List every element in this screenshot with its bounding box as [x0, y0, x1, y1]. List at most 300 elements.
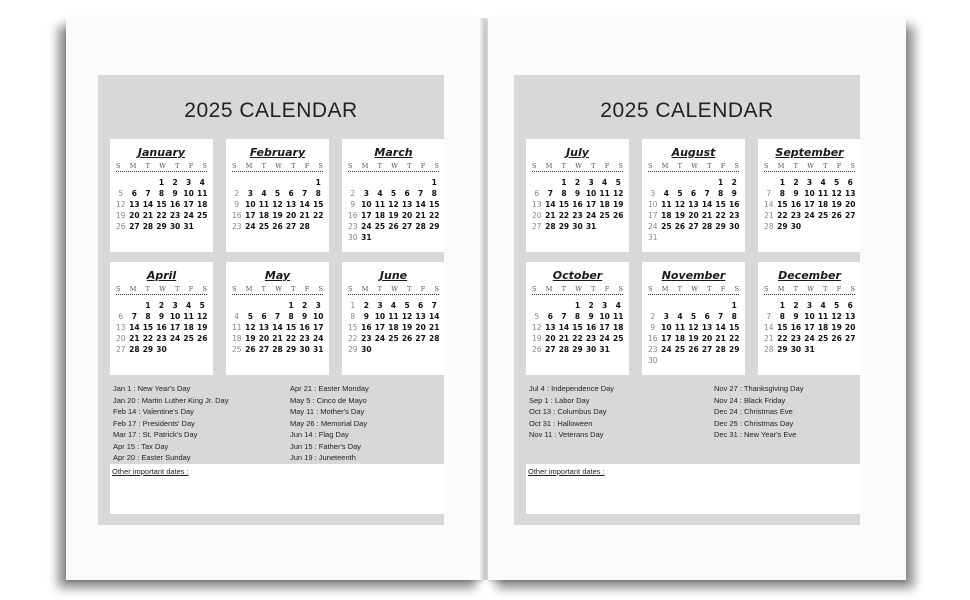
weekday-label: M: [361, 162, 369, 170]
day-cell: 17: [361, 211, 372, 220]
day-cell: 26: [831, 334, 842, 343]
dotted-divider: [764, 171, 855, 172]
month-july: [526, 139, 629, 252]
day-cell: 20: [401, 211, 413, 220]
empty-cell: [762, 177, 776, 188]
day-cell: 26: [116, 222, 126, 231]
day-cell: 13: [258, 323, 270, 332]
day-cell: 15: [777, 200, 788, 209]
day-cell: 3: [806, 178, 813, 187]
day-cell: 12: [272, 200, 283, 209]
weekday-label: M: [777, 285, 785, 293]
empty-cell: [700, 177, 714, 188]
day-cell: 22: [285, 334, 297, 343]
day-cell: 26: [245, 345, 256, 354]
day-cell: 11: [817, 312, 829, 321]
day-cell: 5: [199, 301, 205, 310]
day-cell: 18: [258, 211, 270, 220]
weekday-label: S: [618, 162, 623, 170]
weekday-header: [642, 285, 745, 293]
day-cell: 7: [431, 301, 437, 310]
day-cell: 15: [558, 200, 570, 209]
day-cell: 11: [196, 189, 208, 198]
day-cell: 31: [599, 345, 610, 354]
day-cell: 7: [766, 189, 772, 198]
weekday-label: M: [661, 162, 669, 170]
day-cell: 28: [764, 222, 774, 231]
day-cell: 5: [404, 301, 410, 310]
day-cell: 15: [285, 323, 297, 332]
weekday-label: S: [232, 162, 237, 170]
day-cell: 26: [388, 222, 399, 231]
day-cell: 21: [272, 334, 283, 343]
day-cell: 8: [145, 312, 151, 321]
weekday-header: [226, 162, 329, 170]
empty-cell: [244, 300, 258, 311]
day-cell: 7: [704, 189, 710, 198]
holiday-entry: Nov 27 : Thanksgiving Day: [714, 384, 804, 393]
weekday-label: F: [304, 162, 310, 170]
day-cell: 20: [415, 323, 426, 332]
weekday-header: [110, 162, 213, 170]
day-cell: 18: [196, 200, 208, 209]
day-cell: 7: [547, 189, 553, 198]
weekday-label: S: [850, 162, 855, 170]
day-cell: 28: [428, 334, 440, 343]
weekday-label: T: [377, 162, 382, 170]
day-cell: 8: [574, 312, 581, 321]
weekday-label: S: [318, 285, 323, 293]
day-cell: 22: [777, 211, 788, 220]
empty-cell: [544, 300, 558, 311]
day-cell: 9: [158, 312, 165, 321]
day-cell: 29: [428, 222, 440, 231]
month-name: February: [249, 146, 306, 159]
day-cell: 30: [648, 356, 658, 365]
day-cell: 1: [779, 178, 785, 187]
weekday-label: S: [734, 162, 739, 170]
empty-cell: [687, 300, 701, 311]
day-cell: 2: [363, 301, 369, 310]
weekday-label: T: [175, 162, 180, 170]
weekday-header: [342, 162, 445, 170]
day-cell: 12: [401, 312, 413, 321]
holiday-entry: Apr 21 : Easter Monday: [290, 384, 369, 393]
holiday-entry: Sep 1 : Labor Day: [529, 395, 590, 405]
day-cell: 13: [129, 200, 140, 209]
day-cell: 14: [415, 200, 426, 209]
day-cell: 18: [183, 323, 194, 332]
day-cell: 31: [312, 345, 324, 354]
day-cell: 23: [728, 211, 740, 220]
day-cell: 25: [661, 222, 672, 231]
day-cell: 13: [688, 200, 699, 209]
weekday-label: F: [420, 162, 426, 170]
empty-cell: [714, 300, 728, 311]
day-cell: 4: [663, 189, 669, 198]
holiday-column-2: [714, 383, 884, 441]
day-cell: 12: [116, 200, 126, 209]
day-cell: 30: [790, 345, 802, 354]
weekday-label: W: [275, 285, 282, 293]
weekday-label: T: [677, 162, 682, 170]
day-cell: 15: [572, 323, 583, 332]
day-grid: [346, 300, 441, 355]
day-cell: 5: [534, 312, 540, 321]
month-april: [110, 262, 213, 375]
day-cell: 28: [545, 222, 556, 231]
empty-cell: [660, 177, 674, 188]
day-cell: 27: [116, 345, 126, 354]
day-cell: 4: [820, 301, 826, 310]
day-cell: 11: [599, 189, 610, 198]
weekday-label: F: [188, 285, 194, 293]
day-cell: 8: [431, 189, 437, 198]
day-cell: 14: [764, 200, 774, 209]
day-cell: 22: [312, 211, 324, 220]
day-cell: 11: [661, 200, 672, 209]
holiday-entry: Jul 4 : Independence Day: [529, 384, 615, 393]
day-cell: 4: [234, 312, 240, 321]
weekday-label: T: [291, 162, 296, 170]
weekday-label: S: [116, 162, 121, 170]
weekday-label: W: [575, 162, 582, 170]
day-cell: 11: [232, 323, 242, 332]
day-cell: 24: [169, 334, 181, 343]
day-cell: 2: [158, 301, 165, 310]
day-cell: 11: [374, 200, 386, 209]
day-cell: 15: [715, 200, 726, 209]
empty-cell: [114, 300, 128, 311]
dotted-divider: [532, 294, 623, 295]
notes-box[interactable]: [526, 464, 860, 514]
day-cell: 9: [731, 189, 737, 198]
day-cell: 24: [312, 334, 324, 343]
day-cell: 24: [661, 345, 672, 354]
weekday-label: M: [545, 285, 553, 293]
day-cell: 26: [688, 345, 699, 354]
dotted-divider: [348, 294, 439, 295]
month-name: December: [778, 269, 841, 282]
day-cell: 19: [272, 211, 283, 220]
weekday-label: T: [145, 285, 150, 293]
day-cell: 14: [299, 200, 310, 209]
months-grid: [526, 139, 860, 375]
day-cell: 11: [183, 312, 194, 321]
day-cell: 17: [245, 211, 256, 220]
day-cell: 16: [299, 323, 310, 332]
weekday-label: M: [545, 162, 553, 170]
day-cell: 17: [599, 323, 610, 332]
day-cell: 6: [704, 312, 710, 321]
weekday-header: [642, 162, 745, 170]
day-cell: 25: [612, 334, 624, 343]
dotted-divider: [116, 171, 207, 172]
month-name: March: [374, 146, 413, 159]
month-may: [226, 262, 329, 375]
day-cell: 21: [715, 334, 726, 343]
holiday-list: [529, 383, 859, 473]
day-cell: 5: [118, 189, 124, 198]
day-cell: 29: [777, 345, 788, 354]
day-cell: 9: [234, 200, 240, 209]
dotted-divider: [232, 294, 323, 295]
day-cell: 11: [258, 200, 270, 209]
day-cell: 8: [779, 189, 785, 198]
day-cell: 27: [415, 334, 426, 343]
day-cell: 21: [299, 211, 310, 220]
day-cell: 23: [790, 334, 802, 343]
day-cell: 27: [688, 222, 699, 231]
holiday-entry: Oct 13 : Columbus Day: [529, 407, 607, 416]
weekday-label: T: [591, 162, 596, 170]
empty-cell: [360, 177, 374, 188]
day-cell: 19: [612, 200, 624, 209]
day-cell: 29: [558, 222, 570, 231]
holiday-entry: Jun 15 : Father's Day: [290, 441, 362, 451]
day-cell: 17: [648, 211, 658, 220]
day-cell: 9: [588, 312, 594, 321]
month-august: [642, 139, 745, 252]
day-cell: 6: [534, 189, 540, 198]
day-cell: 11: [612, 312, 624, 321]
day-grid: [346, 177, 441, 243]
day-cell: 29: [728, 345, 740, 354]
dotted-divider: [348, 171, 439, 172]
holiday-entry: Apr 15 : Tax Day: [113, 441, 169, 451]
day-cell: 19: [401, 323, 413, 332]
day-cell: 28: [415, 222, 426, 231]
day-cell: 12: [196, 312, 208, 321]
weekday-label: S: [348, 285, 353, 293]
day-cell: 1: [315, 178, 321, 187]
day-cell: 23: [585, 334, 597, 343]
day-cell: 26: [674, 222, 686, 231]
weekday-header: [758, 285, 861, 293]
weekday-label: T: [175, 285, 180, 293]
day-cell: 1: [574, 301, 581, 310]
day-cell: 16: [169, 200, 181, 209]
empty-cell: [284, 177, 298, 188]
day-cell: 25: [374, 222, 386, 231]
day-cell: 4: [615, 301, 621, 310]
day-cell: 22: [572, 334, 583, 343]
day-cell: 12: [674, 200, 686, 209]
day-cell: 7: [302, 189, 308, 198]
day-cell: 19: [388, 211, 399, 220]
day-cell: 28: [142, 222, 154, 231]
dotted-divider: [116, 294, 207, 295]
day-cell: 6: [118, 312, 124, 321]
day-cell: 31: [648, 233, 658, 242]
day-cell: 24: [361, 222, 372, 231]
weekday-header: [758, 162, 861, 170]
weekday-label: F: [836, 285, 842, 293]
dotted-divider: [532, 171, 623, 172]
holiday-entry: Nov 11 : Veterans Day: [529, 430, 604, 439]
day-cell: 6: [404, 189, 410, 198]
day-cell: 21: [415, 211, 426, 220]
weekday-label: S: [232, 285, 237, 293]
empty-cell: [700, 300, 714, 311]
day-cell: 3: [377, 301, 383, 310]
day-cell: 29: [285, 345, 297, 354]
day-cell: 22: [156, 211, 167, 220]
page-title: 2025 CALENDAR: [600, 99, 774, 122]
dotted-divider: [648, 294, 739, 295]
day-cell: 4: [261, 189, 267, 198]
empty-cell: [687, 177, 701, 188]
holiday-entry: Jun 19 : Juneteenth: [290, 453, 356, 462]
day-cell: 26: [612, 211, 624, 220]
day-cell: 31: [183, 222, 194, 231]
day-cell: 12: [388, 200, 399, 209]
notes-box[interactable]: [110, 464, 444, 514]
weekday-label: W: [691, 162, 698, 170]
month-december: [758, 262, 861, 375]
day-cell: 23: [348, 222, 358, 231]
day-grid: [230, 177, 325, 232]
day-cell: 2: [350, 189, 356, 198]
weekday-label: F: [720, 285, 726, 293]
month-name: October: [552, 269, 603, 282]
weekday-label: T: [823, 162, 828, 170]
day-cell: 22: [558, 211, 570, 220]
day-cell: 1: [350, 301, 356, 310]
day-cell: 18: [599, 200, 610, 209]
day-cell: 8: [779, 312, 785, 321]
day-cell: 3: [315, 301, 321, 310]
day-cell: 28: [715, 345, 726, 354]
day-cell: 14: [715, 323, 726, 332]
holiday-list: [113, 383, 443, 473]
day-cell: 27: [532, 222, 542, 231]
day-cell: 23: [361, 334, 372, 343]
page-title: 2025 CALENDAR: [184, 99, 358, 122]
dotted-divider: [232, 171, 323, 172]
weekday-label: T: [793, 162, 798, 170]
day-cell: 29: [142, 345, 154, 354]
holiday-entry: Dec 31 : New Year's Eve: [714, 430, 797, 439]
day-cell: 15: [728, 323, 740, 332]
day-cell: 17: [312, 323, 324, 332]
day-cell: 7: [131, 312, 137, 321]
day-cell: 31: [361, 233, 372, 242]
day-cell: 6: [261, 312, 267, 321]
day-cell: 10: [804, 189, 815, 198]
day-cell: 26: [272, 222, 283, 231]
day-grid: [230, 300, 325, 355]
day-cell: 22: [715, 211, 726, 220]
day-cell: 19: [674, 211, 686, 220]
day-cell: 10: [661, 323, 672, 332]
day-cell: 1: [145, 301, 151, 310]
weekday-label: S: [850, 285, 855, 293]
day-cell: 6: [547, 312, 553, 321]
month-october: [526, 262, 629, 375]
weekday-label: M: [777, 162, 785, 170]
day-cell: 13: [285, 200, 297, 209]
holiday-entry: Feb 14 : Valentine's Day: [113, 407, 194, 416]
month-name: August: [671, 146, 716, 159]
day-cell: 19: [116, 211, 126, 220]
day-cell: 14: [545, 200, 556, 209]
weekday-label: T: [407, 162, 412, 170]
day-cell: 8: [288, 312, 294, 321]
month-name: January: [137, 146, 186, 159]
day-cell: 6: [847, 301, 853, 310]
day-cell: 11: [388, 312, 399, 321]
day-cell: 26: [401, 334, 413, 343]
day-cell: 21: [428, 323, 440, 332]
empty-cell: [114, 177, 128, 188]
weekday-label: F: [836, 162, 842, 170]
day-cell: 3: [247, 189, 253, 198]
weekday-label: T: [145, 162, 150, 170]
weekday-label: M: [361, 285, 369, 293]
day-cell: 8: [350, 312, 356, 321]
empty-cell: [673, 177, 687, 188]
weekday-label: S: [734, 285, 739, 293]
day-cell: 3: [172, 301, 178, 310]
day-cell: 25: [258, 222, 270, 231]
day-cell: 20: [701, 334, 713, 343]
day-cell: 25: [183, 334, 194, 343]
holiday-entry: Nov 24 : Black Friday: [714, 395, 786, 405]
weekday-label: W: [807, 285, 814, 293]
empty-cell: [271, 300, 285, 311]
day-cell: 4: [602, 178, 608, 187]
day-cell: 1: [731, 301, 737, 310]
weekday-label: S: [648, 285, 653, 293]
day-cell: 31: [585, 222, 597, 231]
day-cell: 5: [247, 312, 253, 321]
weekday-label: F: [304, 285, 310, 293]
day-cell: 16: [790, 323, 802, 332]
day-cell: 2: [731, 178, 737, 187]
day-cell: 12: [245, 323, 256, 332]
month-name: June: [379, 269, 408, 282]
weekday-label: S: [648, 162, 653, 170]
month-name: May: [264, 269, 291, 282]
day-cell: 17: [183, 200, 194, 209]
dotted-divider: [648, 171, 739, 172]
empty-cell: [557, 300, 571, 311]
day-cell: 20: [116, 334, 126, 343]
weekday-label: M: [661, 285, 669, 293]
day-cell: 10: [312, 312, 324, 321]
day-cell: 29: [348, 345, 358, 354]
holiday-entry: Jan 1 : New Year's Day: [113, 384, 191, 393]
day-cell: 10: [599, 312, 610, 321]
day-cell: 20: [844, 200, 856, 209]
weekday-label: W: [159, 162, 166, 170]
day-cell: 3: [588, 178, 594, 187]
month-september: [758, 139, 861, 252]
day-cell: 5: [834, 301, 840, 310]
weekday-label: W: [807, 162, 814, 170]
day-cell: 5: [834, 178, 840, 187]
weekday-label: S: [532, 162, 537, 170]
weekday-label: F: [188, 162, 194, 170]
day-cell: 14: [764, 323, 774, 332]
day-cell: 21: [764, 334, 774, 343]
day-cell: 27: [129, 222, 140, 231]
right-page: [488, 18, 906, 580]
day-cell: 23: [790, 211, 802, 220]
day-cell: 5: [690, 312, 697, 321]
day-cell: 25: [674, 345, 686, 354]
